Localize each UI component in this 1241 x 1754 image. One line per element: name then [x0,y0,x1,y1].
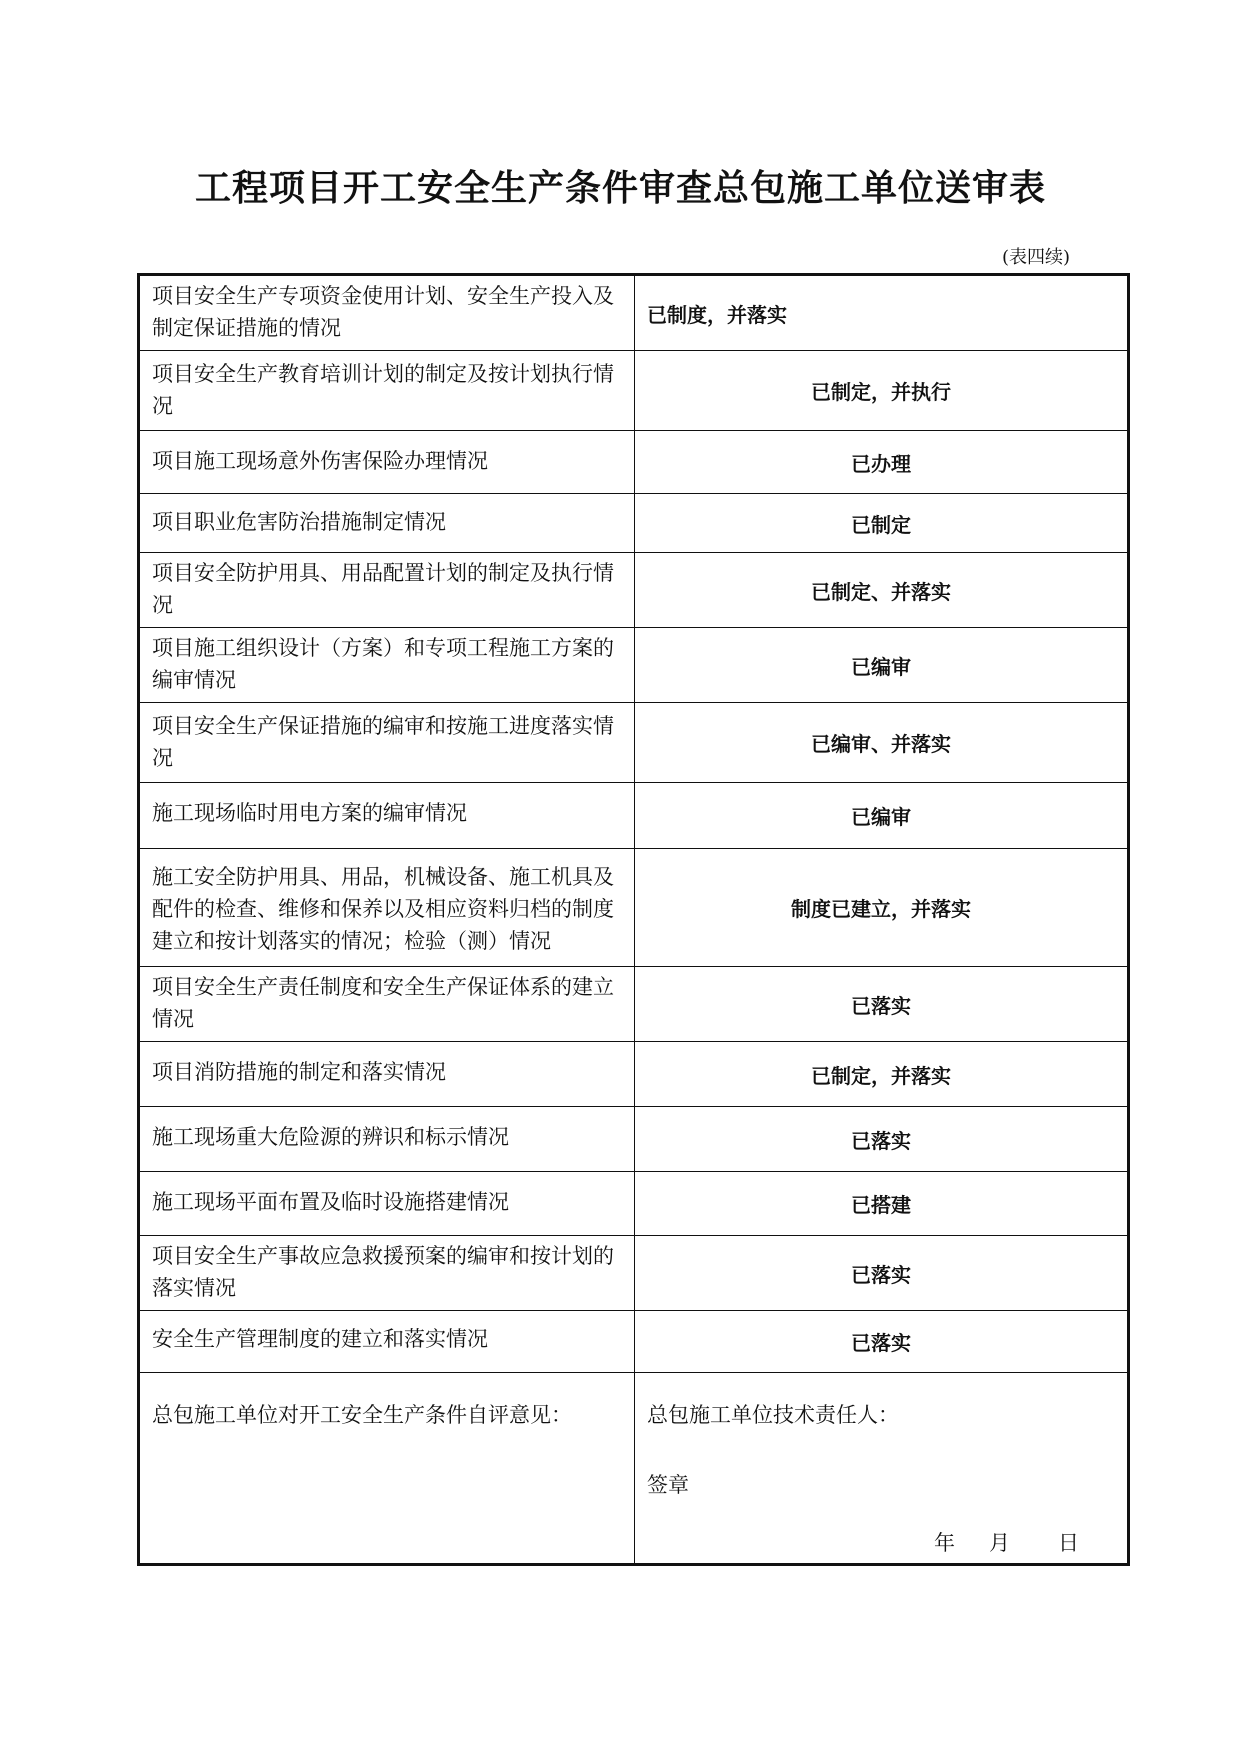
year-label: 年 [934,1531,955,1555]
table-row [139,275,1129,351]
result-cell: 已制定 [635,494,1129,553]
table-row [139,431,1129,494]
item-cell: 施工现场平面布置及临时设施搭建情况 [139,1172,635,1236]
item-cell: 施工现场临时用电方案的编审情况 [139,783,635,849]
page-title: 工程项目开工安全生产条件审查总包施工单位送审表 [194,168,1046,209]
signature-cell [635,1373,1129,1565]
item-cell: 安全生产管理制度的建立和落实情况 [139,1311,635,1373]
table-row [139,1311,1129,1373]
item-cell: 项目安全生产保证措施的编审和按施工进度落实情况 [139,703,635,783]
seal-label: 签章 [647,1473,689,1497]
review-table [137,273,1130,1566]
table-row [139,494,1129,553]
result-cell: 已办理 [635,431,1129,494]
item-cell: 施工安全防护用具、用品，机械设备、施工机具及配件的检查、维修和保养以及相应资料归档的制度建立和按计划落实的情况；检验（测）情况 [139,849,635,967]
result-cell: 已制定，并执行 [635,351,1129,431]
table-row [139,1042,1129,1107]
item-cell: 施工现场重大危险源的辨识和标示情况 [139,1107,635,1172]
item-cell: 项目安全防护用具、用品配置计划的制定及执行情况 [139,553,635,628]
result-cell: 已搭建 [635,1172,1129,1236]
item-cell: 项目施工组织设计（方案）和专项工程施工方案的编审情况 [139,628,635,703]
table-row [139,1172,1129,1236]
item-cell: 项目安全生产责任制度和安全生产保证体系的建立情况 [139,967,635,1042]
table-row [139,783,1129,849]
item-cell: 项目施工现场意外伤害保险办理情况 [139,431,635,494]
table-row [139,703,1129,783]
result-cell: 已落实 [635,1107,1129,1172]
table-row [139,967,1129,1042]
result-cell: 已落实 [635,1311,1129,1373]
item-cell: 项目消防措施的制定和落实情况 [139,1042,635,1107]
result-cell: 已制定，并落实 [635,1042,1129,1107]
table-note: (表四续) [1001,247,1070,268]
date-line [934,1527,1079,1557]
item-cell: 项目安全生产专项资金使用计划、安全生产投入及制定保证措施的情况 [139,275,635,351]
result-cell: 已编审、并落实 [635,703,1129,783]
table-row [139,1236,1129,1311]
result-cell: 已制定、并落实 [635,553,1129,628]
result-cell: 已编审 [635,783,1129,849]
item-cell: 项目安全生产事故应急救援预案的编审和按计划的落实情况 [139,1236,635,1311]
table-row [139,628,1129,703]
footer-row [139,1373,1129,1565]
item-cell: 项目安全生产教育培训计划的制定及按计划执行情况 [139,351,635,431]
result-cell: 已落实 [635,967,1129,1042]
table-row [139,351,1129,431]
self-assessment-label: 总包施工单位对开工安全生产条件自评意见： [152,1403,572,1427]
result-cell: 已落实 [635,1236,1129,1311]
table-row [139,849,1129,967]
table-row [139,1107,1129,1172]
result-cell: 已编审 [635,628,1129,703]
month-label: 月 [989,1531,1010,1555]
table-row [139,553,1129,628]
tech-lead-label: 总包施工单位技术责任人： [647,1403,899,1427]
result-cell: 已制度，并落实 [635,275,1129,351]
self-assessment-cell [139,1373,635,1565]
result-cell: 制度已建立，并落实 [635,849,1129,967]
day-label: 日 [1058,1531,1079,1555]
item-cell: 项目职业危害防治措施制定情况 [139,494,635,553]
